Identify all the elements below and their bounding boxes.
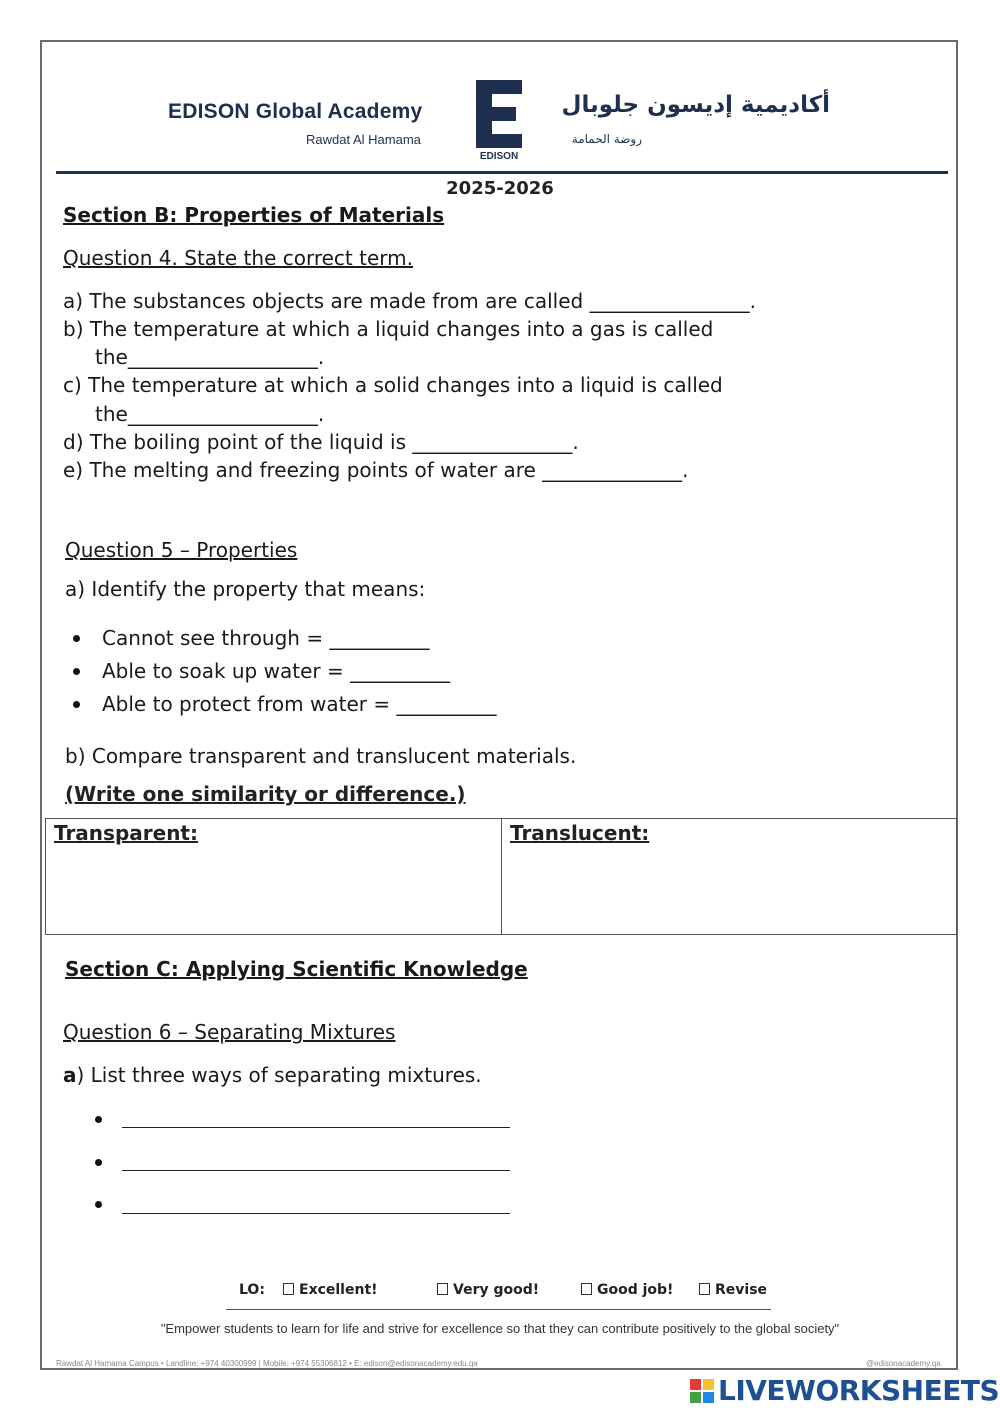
header-divider	[56, 171, 948, 174]
transparent-answer-cell[interactable]	[46, 819, 502, 934]
q4-line-c-cont: the___________________.	[95, 402, 325, 426]
checkbox-icon[interactable]	[581, 1283, 592, 1295]
compare-table	[45, 818, 957, 935]
q5-bullet-2: Able to soak up water = __________	[102, 659, 451, 683]
bullet-icon	[95, 1116, 102, 1123]
liveworksheets-wordmark: LIVEWORKSHEETS	[718, 1374, 1000, 1407]
translucent-answer-cell[interactable]	[502, 819, 956, 934]
brand-name-english: EDISON Global Academy	[168, 100, 423, 123]
section-b-title: Section B: Properties of Materials	[63, 203, 445, 227]
q5-part-b: b) Compare transparent and translucent materials.	[65, 744, 577, 768]
brand-subtitle-english: Rawdat Al Hamama	[306, 132, 421, 147]
rating-good-job-label: Good job!	[597, 1282, 674, 1298]
q6-answer-line-3[interactable]	[122, 1213, 510, 1214]
q6-answer-line-2[interactable]	[122, 1170, 510, 1171]
q4-line-b-cont: the___________________.	[95, 345, 325, 369]
liveworksheets-logo-icon	[690, 1379, 714, 1403]
academic-year: 2025-2026	[446, 178, 554, 199]
q4-line-c: c) The temperature at which a solid changes into a liquid is called	[63, 373, 723, 397]
bullet-icon	[73, 668, 80, 675]
question-6-title: Question 6 – Separating Mixtures	[63, 1020, 396, 1044]
q5-part-a: a) Identify the property that means:	[65, 577, 426, 601]
bullet-icon	[73, 701, 80, 708]
q6-part-a-text: ) List three ways of separating mixtures.	[76, 1063, 482, 1087]
rating-revise-label: Revise	[715, 1282, 768, 1298]
school-motto: "Empower students to learn for life and strive for excellence so that they can contribute positively to the global society"	[160, 1321, 840, 1336]
section-c-title: Section C: Applying Scientific Knowledge	[65, 957, 528, 981]
edison-logo-icon	[476, 80, 522, 148]
rating-excellent[interactable]	[283, 1282, 378, 1298]
brand-name-arabic: أكاديمية إديسون جلوبال	[561, 92, 830, 118]
footer-divider	[226, 1309, 771, 1310]
lo-label: LO:	[239, 1282, 265, 1298]
translucent-header: Translucent:	[510, 821, 650, 845]
q4-line-b: b) The temperature at which a liquid changes into a gas is called	[63, 317, 714, 341]
social-handle: @edisonacademy.qa	[866, 1359, 941, 1368]
q5-bullet-3: Able to protect from water = __________	[102, 692, 497, 716]
q6-answer-line-1[interactable]	[122, 1127, 510, 1128]
q4-line-e: e) The melting and freezing points of water are ______________.	[63, 458, 689, 482]
contact-info: Rawdat Al Hamama Campus • Landline: +974 40300999 | Mobile: +974 55306812 • E: edison@edisonacademy.edu.qa	[56, 1359, 478, 1368]
liveworksheets-watermark	[690, 1374, 999, 1407]
rating-very-good-label: Very good!	[453, 1282, 540, 1298]
q6-part-a	[63, 1063, 482, 1087]
question-4-title: Question 4. State the correct term.	[63, 246, 413, 270]
rating-good-job[interactable]	[581, 1282, 673, 1298]
q4-line-d: d) The boiling point of the liquid is ________________.	[63, 430, 579, 454]
checkbox-icon[interactable]	[699, 1283, 710, 1295]
rating-excellent-label: Excellent!	[299, 1282, 378, 1298]
rating-revise[interactable]	[699, 1282, 767, 1298]
checkbox-icon[interactable]	[437, 1283, 448, 1295]
rating-very-good[interactable]	[437, 1282, 539, 1298]
bullet-icon	[73, 635, 80, 642]
bullet-icon	[95, 1159, 102, 1166]
logo-wordmark: EDISON	[479, 151, 519, 162]
q5-bullet-1: Cannot see through = __________	[102, 626, 430, 650]
bullet-icon	[95, 1201, 102, 1208]
q5-instruction: (Write one similarity or difference.)	[65, 782, 466, 806]
q6-part-a-letter: a	[63, 1063, 77, 1087]
transparent-header: Transparent:	[54, 821, 198, 845]
question-5-title: Question 5 – Properties	[65, 538, 298, 562]
brand-subtitle-arabic: روضة الحمامة	[571, 132, 642, 146]
q4-line-a: a) The substances objects are made from are called ________________.	[63, 289, 756, 313]
checkbox-icon[interactable]	[283, 1283, 294, 1295]
